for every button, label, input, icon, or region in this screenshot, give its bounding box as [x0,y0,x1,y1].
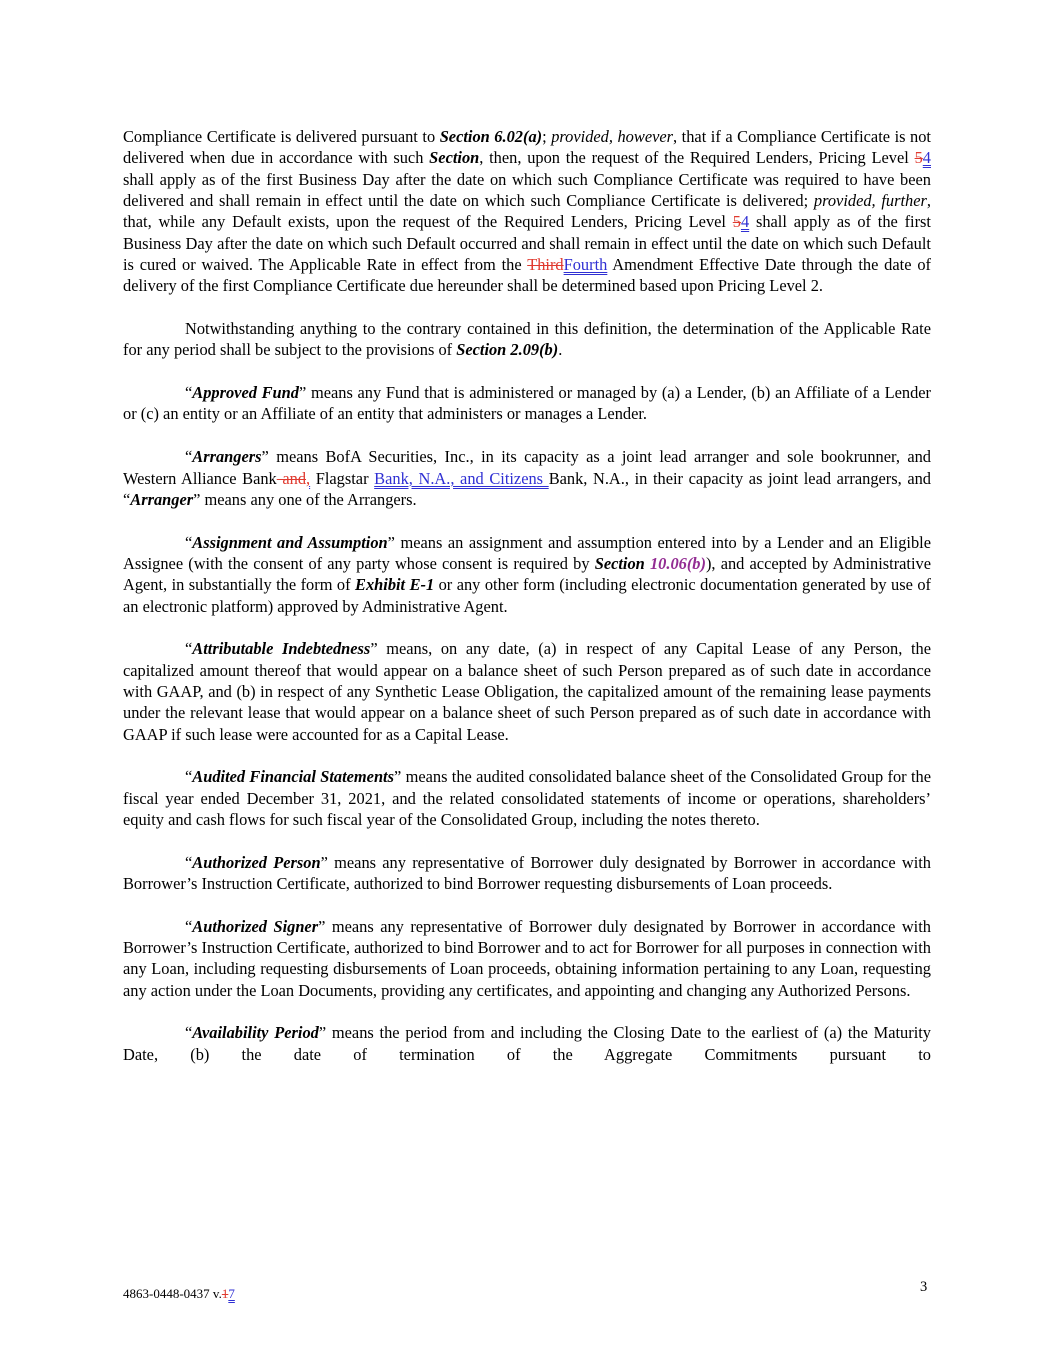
text-run: , [306,468,311,488]
version-inserted: 7 [228,1286,235,1301]
text-run: “ [185,639,193,659]
text-run: shall apply as of the first Business Day after the date on which such Compliance Certificate was required to have been delivered and shall remain in effect until the date on which such Compliance Certificate is delivered; [123,169,931,211]
text-run: and [276,468,307,488]
text-run: Amendment Effective Date through the date of delivery of the first Compliance Certificate due hereunder shall be determined based upon Pricing Level 2. [123,255,931,296]
paragraph [123,126,931,297]
page-number: 3 [920,1279,928,1295]
text-run: Bank, N.A., in their capacity as joint lead arrangers, and “ [123,468,931,509]
text-run: ” means an assignment and assumption entered into by a Lender and an Eligible Assignee (with the consent of any party whose consent is required by [123,532,931,573]
paragraph [123,382,931,425]
paragraph [123,766,931,830]
text-run: Section [429,148,480,168]
text-run: 10.06(b) [649,553,706,573]
text-run: Attributable Indebtedness [192,639,371,659]
text-run: Fourth [563,255,608,275]
text-run: Flagstar [310,468,375,488]
text-run: “ [185,852,193,872]
text-run: Arrangers [192,447,262,467]
text-run: , then, upon the request of the Required Lenders, Pricing Level [479,148,915,168]
text-run: ), and accepted by Administrative Agent, in substantially the form of [123,553,932,595]
text-run: Section 6.02(a) [439,127,543,146]
text-run: Compliance Certificate is delivered pursuant to [123,127,440,146]
text-run: 4 [922,148,931,168]
paragraph [123,916,931,1001]
text-run: “ [185,532,193,552]
text-run: provided, however [551,127,674,146]
text-run: shall apply as of the first Business Day after the date on which such Default occurred and shall remain in effect until the date on which such Default is cured or waived. The Applicable Rate in effect from the [123,212,931,275]
text-run: “ [185,447,193,467]
paragraph [123,638,931,745]
text-run: provided, further [813,191,927,211]
document-id-footer [123,1286,235,1302]
text-run: Availability Period [192,1023,319,1043]
text-run: ” means, on any date, (a) in respect of any Capital Lease of any Person, the capitalized amount thereof that would appear on a balance sheet of such Person prepared as of such date in accordance with GAAP, and (b) in respect of any Synthetic Lease Obligation, the capitalized amount of the remaining lease payments under the relevant lease that would appear on a balance sheet of such Person prepared as of such date in accordance with GAAP if such lease were accounted for as a Capital Lease. [123,639,931,744]
paragraph [123,318,931,361]
text-run: “ [185,383,193,403]
text-run: 5 [914,148,923,168]
text-run: ” means any representative of Borrower duly designated by Borrower in accordance with Borrower’s Instruction Certificate, authorized to bind Borrower requesting disbursements of Loan proceeds. [123,852,931,894]
text-run: Audited Financial Statements [192,767,394,787]
text-run: 4 [740,212,750,232]
text-run: Approved Fund [192,383,299,403]
text-run: or any other form (including electronic documentation generated by use of an electronic platform) approved by Administrative Agent. [123,575,931,616]
text-run: “ [185,1023,193,1043]
text-run: Section 2.09(b) [456,340,559,360]
paragraph [123,1022,931,1065]
text-run: ” means the audited consolidated balance sheet of the Consolidated Group for the fiscal year ended December 31, 2021, and the related consolidated statements of income or operations, shareholders’ equity and cash flows for such fiscal year of the Consolidated Group, including the notes thereto. [123,767,931,829]
text-run: Bank, N.A., and Citizens [374,468,549,488]
paragraph [123,446,931,510]
text-run: “ [185,767,193,787]
text-run: ; [542,127,552,146]
text-run: Authorized Signer [192,916,319,936]
text-run: “ [185,916,193,936]
text-run: Notwithstanding anything to the contrary contained in this definition, the determination of the Applicable Rate for any period shall be subject to the provisions of [123,319,931,360]
text-run: ” means BofA Securities, Inc., in its capacity as a joint lead arranger and sole bookrunner, and Western Alliance Bank [123,447,931,488]
text-run: Third [527,255,564,275]
text-run: ” means any representative of Borrower duly designated by Borrower in accordance with Borrower’s Instruction Certificate, authorized to bind Borrower and to act for Borrower for all purposes in connection with any Loan, including requesting disbursements of Loan proceeds, obtaining information pertaining to any Loan, requesting any action under the Loan Documents, providing any certificates, and appointing and changing any Authorized Persons. [123,916,931,1000]
document-body [123,126,931,1086]
text-run: ” means any Fund that is administered or managed by (a) a Lender, (b) an Affiliate of a Lender or (c) an entity or an Affiliate of an entity that administers or manages a Lender. [123,383,931,424]
text-run: Section [594,553,650,573]
version-deleted: 1 [221,1286,229,1301]
text-run: 5 [732,212,741,232]
text-run: Assignment and Assumption [192,532,388,552]
text-run: Exhibit E-1 [355,575,435,595]
text-run: ” means the period from and including the Closing Date to the earliest of (a) the Maturity Date, (b) the date of termination of the Aggregate Commitments pursuant to [123,1023,931,1064]
text-run: . [558,340,563,360]
paragraph [123,532,931,617]
text-run: , that, while any Default exists, upon the request of the Required Lenders, Pricing Level [123,191,931,232]
text-run: Arranger [130,489,194,509]
text-run: Authorized Person [192,852,321,872]
paragraph [123,852,931,895]
text-run: ” means any one of the Arrangers. [193,489,417,509]
doc-number: 4863-0448-0437 v. [123,1286,222,1301]
text-run: , that if a Compliance Certificate is not delivered when due in accordance with such [123,127,931,168]
